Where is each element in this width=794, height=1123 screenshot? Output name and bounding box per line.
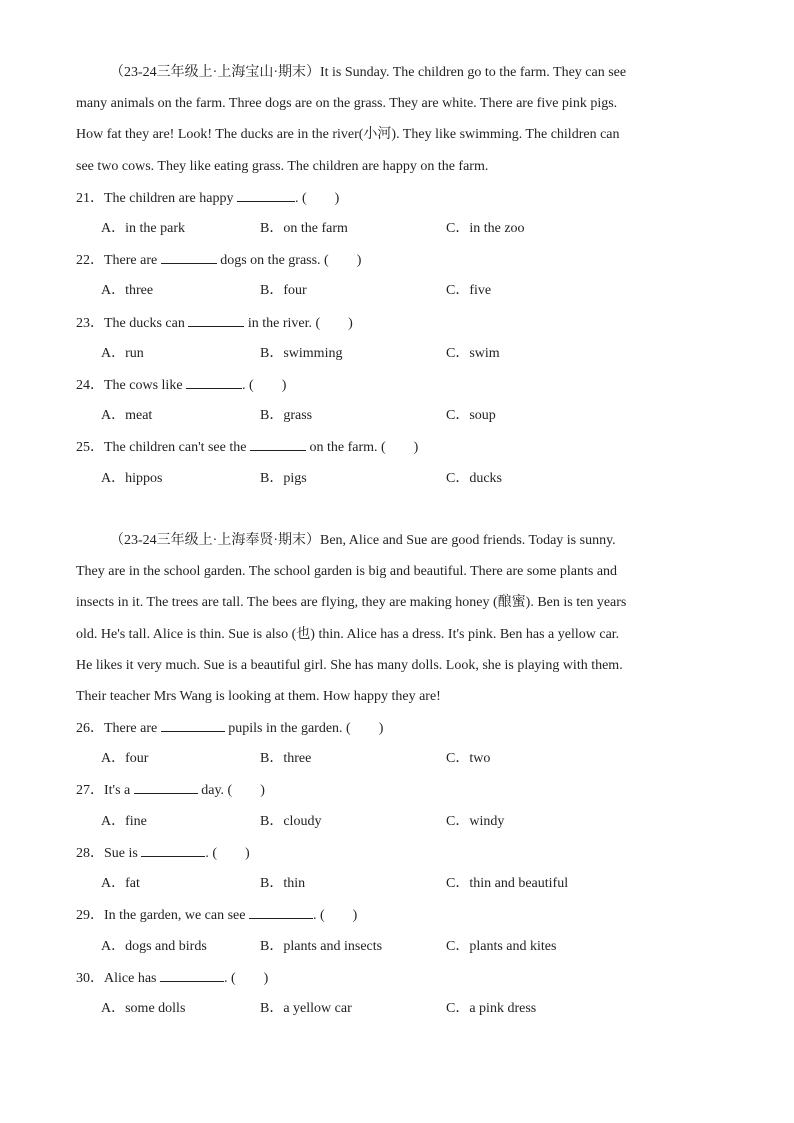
option-a[interactable]: A．dogs and birds	[101, 939, 207, 954]
answer-blank[interactable]	[134, 779, 198, 794]
passage-2-line: old. He's tall. Alice is thin. Sue is also (也) thin. Alice has a dress. It's pink. Ben has a yellow car.	[76, 626, 620, 642]
answer-blank[interactable]	[161, 249, 217, 264]
question-text-before: Alice has	[104, 971, 160, 986]
passage-1-line: many animals on the farm. Three dogs are on the grass. They are white. There are five pink pigs.	[76, 96, 618, 112]
option-a[interactable]: A．three	[101, 283, 154, 298]
option-a[interactable]: A．fat	[101, 876, 140, 891]
answer-blank[interactable]	[249, 904, 313, 919]
question-number: 30．	[76, 971, 104, 986]
options-26	[0, 748, 794, 770]
question-number: 29．	[76, 908, 104, 923]
option-b[interactable]: B．grass	[260, 408, 313, 423]
option-c[interactable]: C．plants and kites	[446, 939, 557, 954]
question-text-after: pupils in the garden. ( )	[224, 721, 384, 736]
option-c[interactable]: C．in the zoo	[446, 221, 525, 236]
question-text-before: Sue is	[104, 846, 142, 861]
passage-1-line: How fat they are! Look! The ducks are in the river(小河). They like swimming. The children can	[76, 127, 620, 143]
options-23	[0, 343, 794, 365]
passage-1-line: see two cows. They like eating grass. The children are happy on the farm.	[76, 158, 489, 174]
question-26	[76, 717, 383, 739]
option-b[interactable]: B．three	[260, 751, 312, 766]
question-text-after: on the farm. ( )	[305, 440, 419, 455]
question-text-after: . ( )	[312, 908, 358, 923]
option-a[interactable]: A．run	[101, 346, 144, 361]
passage-2	[76, 525, 718, 712]
answer-blank[interactable]	[161, 717, 225, 732]
question-number: 22．	[76, 253, 104, 268]
answer-blank[interactable]	[188, 312, 244, 327]
question-30	[76, 967, 268, 989]
passage-1	[76, 57, 718, 182]
options-24	[0, 405, 794, 427]
option-c[interactable]: C．swim	[446, 346, 500, 361]
question-text-after: dogs on the grass. ( )	[216, 253, 362, 268]
options-27	[0, 811, 794, 833]
question-number: 26．	[76, 721, 104, 736]
question-text-before: There are	[104, 721, 161, 736]
question-number: 27．	[76, 783, 104, 798]
option-b[interactable]: B．swimming	[260, 346, 343, 361]
option-c[interactable]: C．ducks	[446, 471, 502, 486]
option-b[interactable]: B．thin	[260, 876, 306, 891]
question-27	[76, 779, 265, 801]
question-22	[76, 249, 361, 271]
question-25	[76, 436, 418, 458]
option-b[interactable]: B．a yellow car	[260, 1001, 352, 1016]
option-c[interactable]: C．soup	[446, 408, 496, 423]
question-text-before: The ducks can	[104, 316, 189, 331]
question-number: 21．	[76, 191, 104, 206]
option-a[interactable]: A．four	[101, 751, 149, 766]
options-28	[0, 873, 794, 895]
question-28	[76, 842, 250, 864]
passage-2-line: They are in the school garden. The school garden is big and beautiful. There are some plants and	[76, 564, 618, 580]
passage-1-line: （23-24三年级上·上海宝山·期末）It is Sunday. The children go to the farm. They can see	[110, 65, 627, 80]
question-text-after: . ( )	[242, 378, 287, 393]
question-number: 25．	[76, 440, 104, 455]
question-text-after: . ( )	[205, 846, 250, 861]
options-25	[0, 468, 794, 490]
question-21	[76, 187, 339, 209]
question-24	[76, 374, 286, 396]
option-c[interactable]: C．five	[446, 283, 492, 298]
question-number: 28．	[76, 846, 104, 861]
question-text-before: It's a	[104, 783, 134, 798]
option-a[interactable]: A．fine	[101, 814, 147, 829]
options-22	[0, 280, 794, 302]
answer-blank[interactable]	[250, 436, 306, 451]
option-c[interactable]: C．windy	[446, 814, 505, 829]
options-21	[0, 218, 794, 240]
passage-2-line: insects in it. The trees are tall. The bees are flying, they are making honey (酿蜜). Ben is ten years	[76, 595, 627, 611]
option-b[interactable]: B．pigs	[260, 471, 307, 486]
option-b[interactable]: B．plants and insects	[260, 939, 383, 954]
option-a[interactable]: A．in the park	[101, 221, 185, 236]
question-number: 24．	[76, 378, 104, 393]
answer-blank[interactable]	[141, 842, 205, 857]
answer-blank[interactable]	[160, 967, 224, 982]
question-text-after: . ( )	[294, 191, 340, 206]
option-a[interactable]: A．hippos	[101, 471, 163, 486]
answer-blank[interactable]	[237, 187, 295, 202]
options-30	[0, 998, 794, 1020]
passage-2-line: He likes it very much. Sue is a beautiful girl. She has many dolls. Look, she is playing with them.	[76, 657, 623, 673]
question-number: 23．	[76, 316, 104, 331]
options-29	[0, 936, 794, 958]
question-text-before: The children can't see the	[104, 440, 250, 455]
question-text-before: In the garden, we can see	[104, 908, 249, 923]
option-c[interactable]: C．two	[446, 751, 491, 766]
option-a[interactable]: A．meat	[101, 408, 153, 423]
question-text-after: day. ( )	[197, 783, 265, 798]
question-text-before: There are	[104, 253, 161, 268]
option-b[interactable]: B．cloudy	[260, 814, 322, 829]
option-c[interactable]: C．a pink dress	[446, 1001, 537, 1016]
question-text-before: The cows like	[104, 378, 187, 393]
option-b[interactable]: B．on the farm	[260, 221, 348, 236]
passage-2-line: Their teacher Mrs Wang is looking at them. How happy they are!	[76, 689, 441, 705]
option-c[interactable]: C．thin and beautiful	[446, 876, 569, 891]
question-text-after: . ( )	[223, 971, 269, 986]
passage-2-line: （23-24三年级上·上海奉贤·期末）Ben, Alice and Sue are good friends. Today is sunny.	[110, 533, 616, 548]
question-23	[76, 312, 353, 334]
option-b[interactable]: B．four	[260, 283, 307, 298]
question-text-after: in the river. ( )	[244, 316, 353, 331]
question-29	[76, 904, 357, 926]
option-a[interactable]: A．some dolls	[101, 1001, 186, 1016]
answer-blank[interactable]	[186, 374, 242, 389]
question-text-before: The children are happy	[104, 191, 237, 206]
